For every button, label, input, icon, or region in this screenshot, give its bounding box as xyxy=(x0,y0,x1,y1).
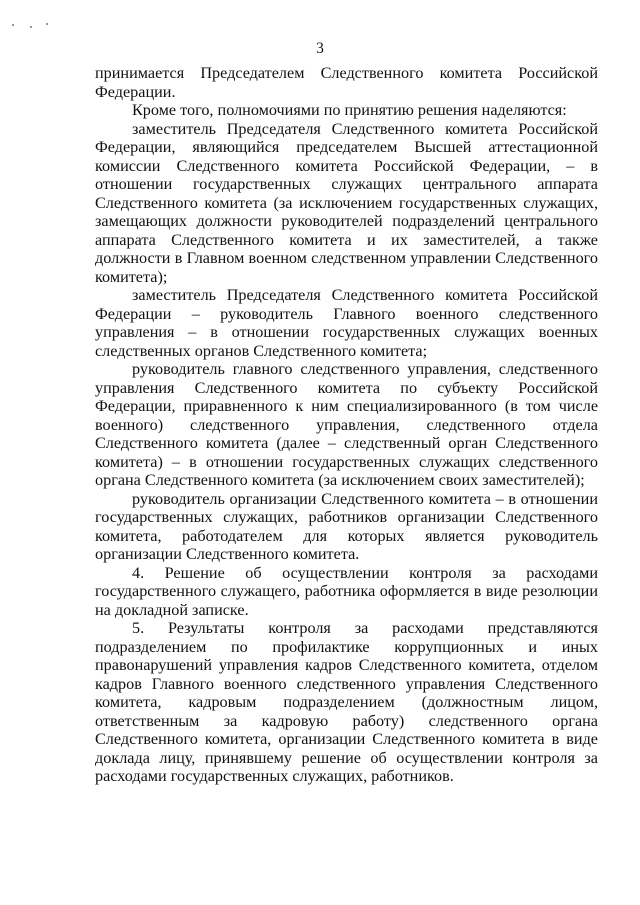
paragraph-item-4: 4. Решение об осуществлении контроля за расходами государственного служащего, работника оформляется в виде резолюции на докладной записке. xyxy=(95,563,598,619)
paragraph-deputy-chairman-military: заместитель Председателя Следственного комитета Российской Федерации – руководитель Главного военного следственного управления – в отношении государственных служащих военных следственных органов Следственного комитета; xyxy=(95,286,598,360)
scan-speck xyxy=(12,24,14,26)
scan-speck xyxy=(30,26,32,28)
document-body xyxy=(95,64,598,786)
paragraph-item-5: 5. Результаты контроля за расходами представляются подразделением по профилактике коррупционных и иных правонарушений управления кадров Следственного комитета, отделом кадров Главного военного следственного управления Следственного комитета, кадровым подразделением (должностным лицом, ответственным за кадровую работу) следственного органа Следственного комитета, организации Следственного комитета в виде доклада лицу, принявшему решение об осуществлении контроля за расходами государственных служащих, работников. xyxy=(95,619,598,785)
page-number: 3 xyxy=(316,40,324,57)
paragraph-continuation: принимается Председателем Следственного комитета Российской Федерации. xyxy=(95,64,598,101)
paragraph-deputy-chairman-attestation: заместитель Председателя Следственного комитета Российской Федерации, являющийся председателем Высшей аттестационной комиссии Следственного комитета Российской Федерации, – в отношении государственных служащих центрального аппарата Следственного комитета (за исключением государственных служащих, замещающих должности руководителей подразделений центрального аппарата Следственного комитета и их заместителей, а также должности в Главном военном следственном управлении Следственного комитета); xyxy=(95,119,598,286)
paragraph-head-investigative-directorate: руководитель главного следственного управления, следственного управления Следственного комитета по субъекту Российской Федерации, приравненного к ним специализированного (в том числе военного) следственного управления, следственного отдела Следственного комитета (далее – следственный орган Следственного комитета) – в отношении государственных служащих следственного органа Следственного комитета (за исключением своих заместителей); xyxy=(95,360,598,489)
paragraph-head-organization: руководитель организации Следственного комитета – в отношении государственных служащих, работников организации Следственного комитета, работодателем для которых является руководитель организации Следственного комитета. xyxy=(95,489,598,563)
scan-speck xyxy=(46,23,48,25)
paragraph-authority-intro: Кроме того, полномочиями по принятию решения наделяются: xyxy=(132,101,567,119)
